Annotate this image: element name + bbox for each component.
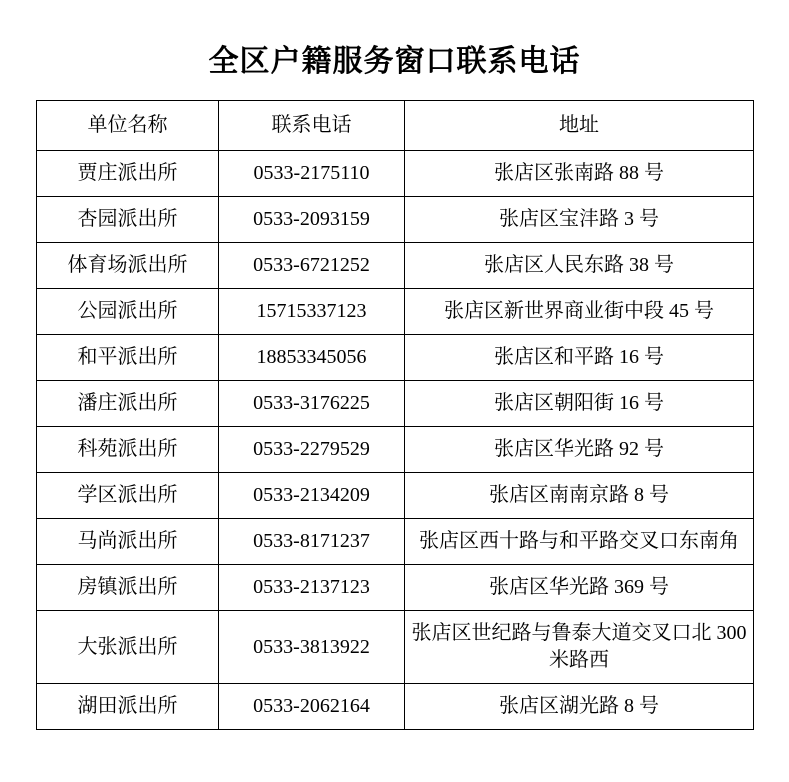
- table-container: [0, 100, 789, 730]
- cell-phone-number: 15715337123: [219, 289, 405, 335]
- column-header-phone: 联系电话: [219, 101, 405, 151]
- cell-unit-name: 马尚派出所: [37, 519, 219, 565]
- cell-address: 张店区和平路 16 号: [405, 335, 754, 381]
- page-title: 全区户籍服务窗口联系电话: [208, 45, 581, 78]
- cell-address: 张店区华光路 92 号: [405, 427, 754, 473]
- cell-phone-number: 0533-2062164: [219, 684, 405, 730]
- table-row: [37, 197, 754, 243]
- cell-phone-number: 0533-2137123: [219, 565, 405, 611]
- cell-address: 张店区华光路 369 号: [405, 565, 754, 611]
- table-row: [37, 289, 754, 335]
- cell-phone-number: 0533-2093159: [219, 197, 405, 243]
- table-row: [37, 335, 754, 381]
- cell-address: 张店区湖光路 8 号: [405, 684, 754, 730]
- cell-phone-number: 0533-2279529: [219, 427, 405, 473]
- cell-unit-name: 大张派出所: [37, 611, 219, 684]
- column-header-name: 单位名称: [37, 101, 219, 151]
- cell-phone-number: 0533-6721252: [219, 243, 405, 289]
- cell-phone-number: 0533-2134209: [219, 473, 405, 519]
- table-row: [37, 611, 754, 684]
- cell-unit-name: 房镇派出所: [37, 565, 219, 611]
- cell-address: 张店区人民东路 38 号: [405, 243, 754, 289]
- cell-unit-name: 贾庄派出所: [37, 151, 219, 197]
- cell-phone-number: 0533-3176225: [219, 381, 405, 427]
- table-row: [37, 427, 754, 473]
- cell-unit-name: 科苑派出所: [37, 427, 219, 473]
- table-row: [37, 381, 754, 427]
- table-row: [37, 565, 754, 611]
- cell-address: 张店区世纪路与鲁泰大道交叉口北 300 米路西: [405, 611, 754, 684]
- cell-unit-name: 和平派出所: [37, 335, 219, 381]
- cell-address: 张店区南南京路 8 号: [405, 473, 754, 519]
- column-header-address: 地址: [405, 101, 754, 151]
- table-row: [37, 151, 754, 197]
- cell-unit-name: 公园派出所: [37, 289, 219, 335]
- cell-unit-name: 湖田派出所: [37, 684, 219, 730]
- cell-unit-name: 体育场派出所: [37, 243, 219, 289]
- table-row: [37, 473, 754, 519]
- cell-phone-number: 0533-2175110: [219, 151, 405, 197]
- table-row: [37, 519, 754, 565]
- cell-unit-name: 学区派出所: [37, 473, 219, 519]
- cell-address: 张店区张南路 88 号: [405, 151, 754, 197]
- cell-address: 张店区新世界商业街中段 45 号: [405, 289, 754, 335]
- cell-address: 张店区西十路与和平路交叉口东南角: [405, 519, 754, 565]
- cell-phone-number: 18853345056: [219, 335, 405, 381]
- table-row: [37, 684, 754, 730]
- table-header-row: [37, 101, 754, 151]
- table-row: [37, 243, 754, 289]
- contact-table: [36, 100, 754, 730]
- cell-address: 张店区宝沣路 3 号: [405, 197, 754, 243]
- cell-phone-number: 0533-3813922: [219, 611, 405, 684]
- table-body: [37, 151, 754, 730]
- cell-phone-number: 0533-8171237: [219, 519, 405, 565]
- cell-unit-name: 潘庄派出所: [37, 381, 219, 427]
- cell-unit-name: 杏园派出所: [37, 197, 219, 243]
- cell-address: 张店区朝阳街 16 号: [405, 381, 754, 427]
- table-header: [37, 101, 754, 151]
